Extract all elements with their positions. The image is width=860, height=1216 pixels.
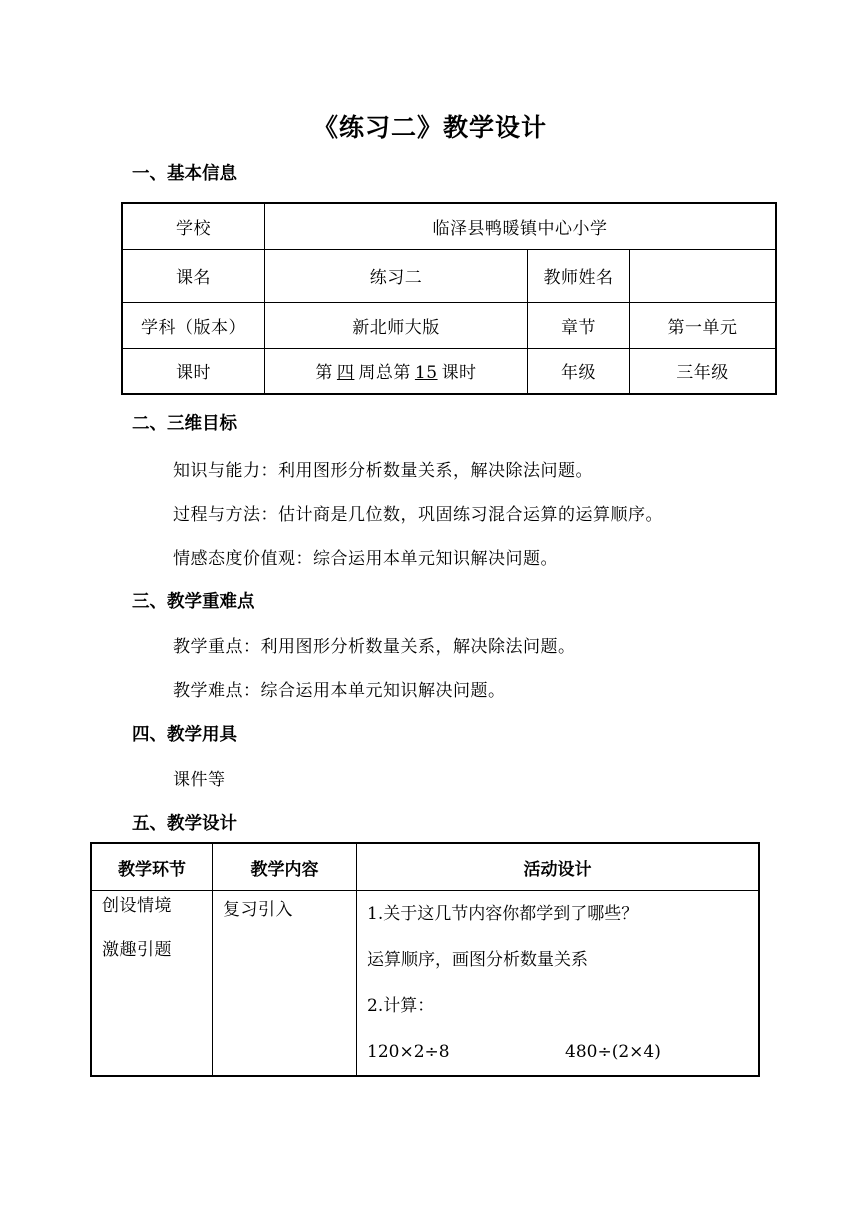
content-cell: 复习引入 bbox=[213, 891, 357, 1077]
period-number: 15 bbox=[414, 363, 438, 384]
difficult-point: 教学难点：综合运用本单元知识解决问题。 bbox=[173, 681, 506, 701]
page-title: 《练习二》教学设计 bbox=[312, 113, 547, 142]
school-label: 学校 bbox=[122, 203, 265, 249]
activity-expressions bbox=[367, 1029, 758, 1075]
stage-line-1: 创设情境 bbox=[102, 896, 172, 916]
activity-cell bbox=[357, 891, 760, 1077]
school-value: 临泽县鸭暖镇中心小学 bbox=[265, 203, 777, 249]
goal-knowledge: 知识与能力：利用图形分析数量关系，解决除法问题。 bbox=[173, 461, 593, 481]
goal-attitude: 情感态度价值观：综合运用本单元知识解决问题。 bbox=[173, 549, 558, 569]
period-value bbox=[265, 348, 528, 394]
table-row bbox=[122, 203, 776, 249]
stage-line-2: 激趣引题 bbox=[102, 940, 172, 960]
period-mid: 周总第 bbox=[358, 363, 411, 384]
header-content: 教学内容 bbox=[213, 843, 357, 891]
activity-answer: 运算顺序，画图分析数量关系 bbox=[367, 950, 588, 970]
period-suffix: 课时 bbox=[441, 363, 477, 384]
period-label: 课时 bbox=[122, 348, 265, 394]
course-label: 课名 bbox=[122, 249, 265, 302]
key-point: 教学重点：利用图形分析数量关系，解决除法问题。 bbox=[173, 637, 576, 657]
table-row bbox=[122, 249, 776, 302]
teacher-value bbox=[630, 249, 777, 302]
course-value: 练习二 bbox=[265, 249, 528, 302]
section-heading-tools: 四、教学用具 bbox=[132, 725, 237, 745]
header-stage: 教学环节 bbox=[91, 843, 213, 891]
section-heading-design: 五、教学设计 bbox=[132, 814, 237, 834]
activity-calc-label: 2.计算： bbox=[367, 996, 435, 1016]
section-heading-key-points: 三、教学重难点 bbox=[132, 592, 255, 612]
period-week: 四 bbox=[336, 363, 355, 384]
section-heading-basic-info: 一、基本信息 bbox=[132, 164, 237, 184]
table-row bbox=[122, 302, 776, 348]
teacher-label: 教师姓名 bbox=[528, 249, 630, 302]
grade-value: 三年级 bbox=[630, 348, 777, 394]
tools-text: 课件等 bbox=[173, 770, 226, 790]
period-prefix: 第 bbox=[315, 363, 333, 384]
basic-info-table bbox=[121, 202, 777, 395]
subject-label: 学科（版本） bbox=[122, 302, 265, 348]
subject-value: 新北师大版 bbox=[265, 302, 528, 348]
chapter-value: 第一单元 bbox=[630, 302, 777, 348]
expression-1: 120×2÷8 bbox=[367, 1042, 450, 1062]
header-activity: 活动设计 bbox=[357, 843, 760, 891]
activity-question: 1.关于这几节内容你都学到了哪些？ bbox=[367, 904, 639, 924]
grade-label: 年级 bbox=[528, 348, 630, 394]
goal-process: 过程与方法：估计商是几位数，巩固练习混合运算的运算顺序。 bbox=[173, 505, 663, 525]
table-row bbox=[122, 348, 776, 394]
stage-cell bbox=[91, 891, 213, 1077]
expression-2: 480÷(2×4) bbox=[565, 1042, 661, 1062]
chapter-label: 章节 bbox=[528, 302, 630, 348]
table-header-row bbox=[91, 843, 759, 891]
design-table bbox=[90, 842, 760, 1077]
section-heading-goals: 二、三维目标 bbox=[132, 414, 237, 434]
table-row bbox=[91, 891, 759, 1077]
